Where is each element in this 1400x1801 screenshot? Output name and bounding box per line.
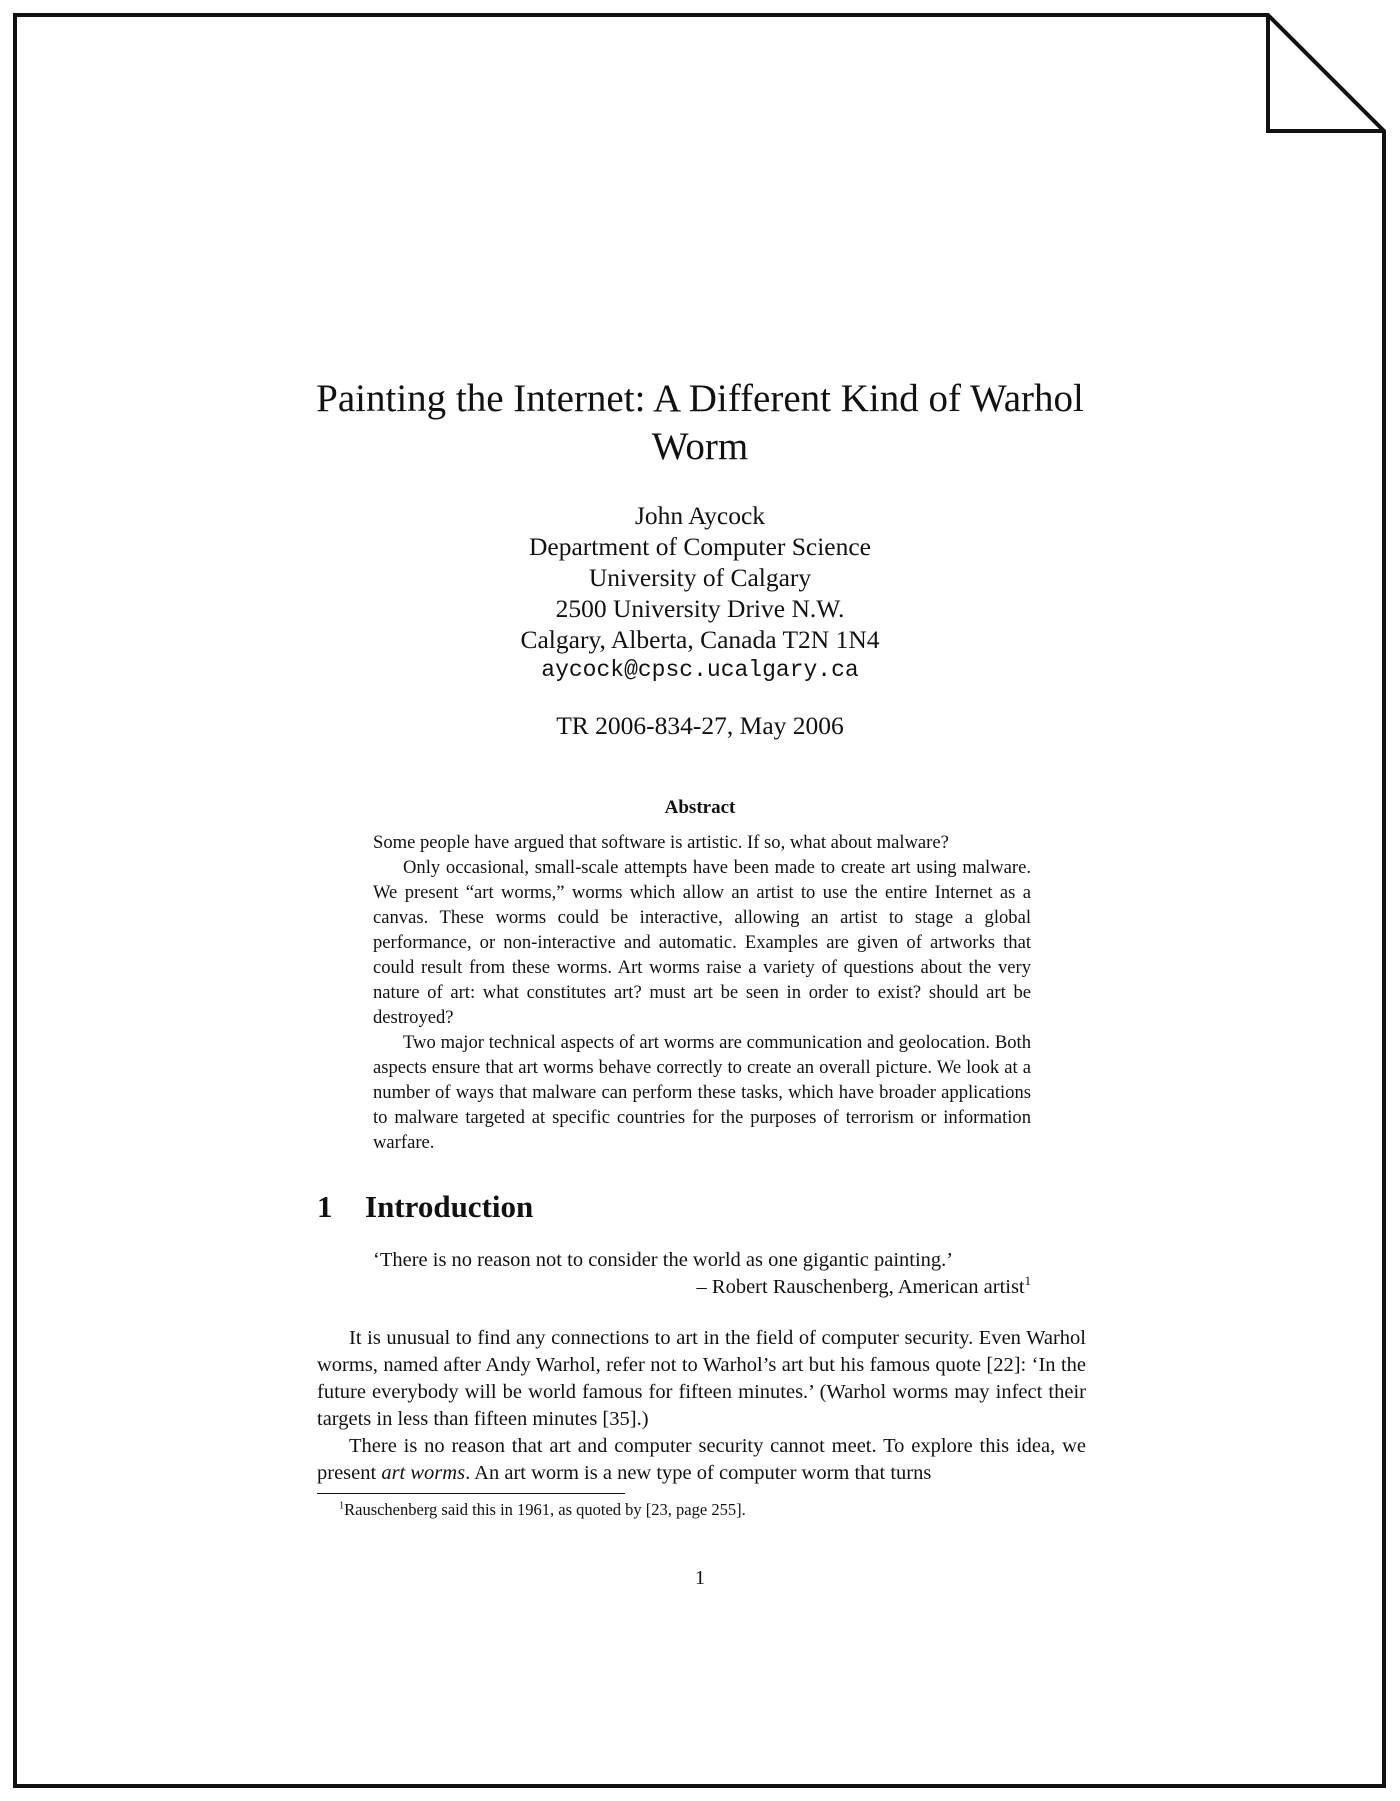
section-heading [317, 1189, 533, 1225]
abstract-paragraph: Only occasional, small-scale attempts have been made to create art using malware. We present “art worms,” worms which allow an artist to use the entire Internet as a canvas. These worms could be interactive, allowing an artist to stage a global performance, or non-interactive and automatic. Examples are given of artworks that could result from these worms. Art worms raise a variety of questions about the very nature of art: what constitutes art? must art be seen in order to exist? should art be destroyed? [373, 857, 1031, 1028]
author-university: University of Calgary [588, 563, 812, 592]
emphasis-art-worms: art worms [381, 1462, 466, 1484]
body-text [317, 1325, 1086, 1487]
section-title: Introduction [365, 1189, 534, 1224]
footnote-marker[interactable]: 1 [1024, 1274, 1031, 1289]
abstract-paragraph: Two major technical aspects of art worms are communication and geolocation. Both aspects ensure that art worms behave correctly to create an overall picture. We look at a number of ways that malware can perform these tasks, which have broader applications to malware targeted at specific countries for the purposes of terrorism or information warfare. [373, 1032, 1031, 1153]
body-text-span: . An art worm is a new type of computer worm that turns [465, 1462, 932, 1484]
author-street: 2500 University Drive N.W. [555, 594, 845, 623]
body-text-span: There is no reason that art and computer security cannot meet. To explore this idea, we present [317, 1435, 1086, 1484]
page-number: 1 [694, 1567, 706, 1589]
report-number: TR 2006-834-27, May 2006 [556, 711, 844, 740]
epigraph-attribution [373, 1274, 1031, 1301]
body-paragraph [317, 1433, 1086, 1487]
author-email: aycock@cpsc.ucalgary.ca [541, 657, 859, 683]
abstract-paragraph: Some people have argued that software is artistic. If so, what about malware? [373, 832, 949, 853]
author-city: Calgary, Alberta, Canada T2N 1N4 [520, 625, 880, 654]
author-name: John Aycock [634, 501, 766, 530]
footnote-divider [317, 1493, 625, 1494]
body-paragraph: It is unusual to find any connections to art in the field of computer security. Even Warhol worms, named after Andy Warhol, refer not to Warhol’s art but his famous quote [22]: ‘In the future everybody will be world famous for fifteen minutes.’ (Warhol worms may infect their targets in less than fifteen minutes [35].) [317, 1327, 1086, 1430]
abstract-heading: Abstract [664, 797, 736, 818]
epigraph-text: ‘There is no reason not to consider the world as one gigantic painting.’ [373, 1249, 954, 1271]
epigraph [373, 1247, 1031, 1301]
abstract-body [373, 830, 1031, 1155]
footnote-number: 1 [339, 1500, 345, 1512]
author-block [400, 500, 1000, 686]
title-line-1: Painting the Internet: A Different Kind of Warhol [316, 377, 1084, 420]
section-number: 1 [317, 1189, 333, 1224]
paper-title [300, 375, 1100, 471]
footnote [339, 1499, 746, 1521]
attribution-text: – Robert Rauschenberg, American artist [696, 1276, 1025, 1298]
author-department: Department of Computer Science [528, 532, 871, 561]
title-line-2: Worm [651, 425, 749, 468]
footnote-text: Rauschenberg said this in 1961, as quoted by [23, page 255]. [344, 1500, 746, 1519]
